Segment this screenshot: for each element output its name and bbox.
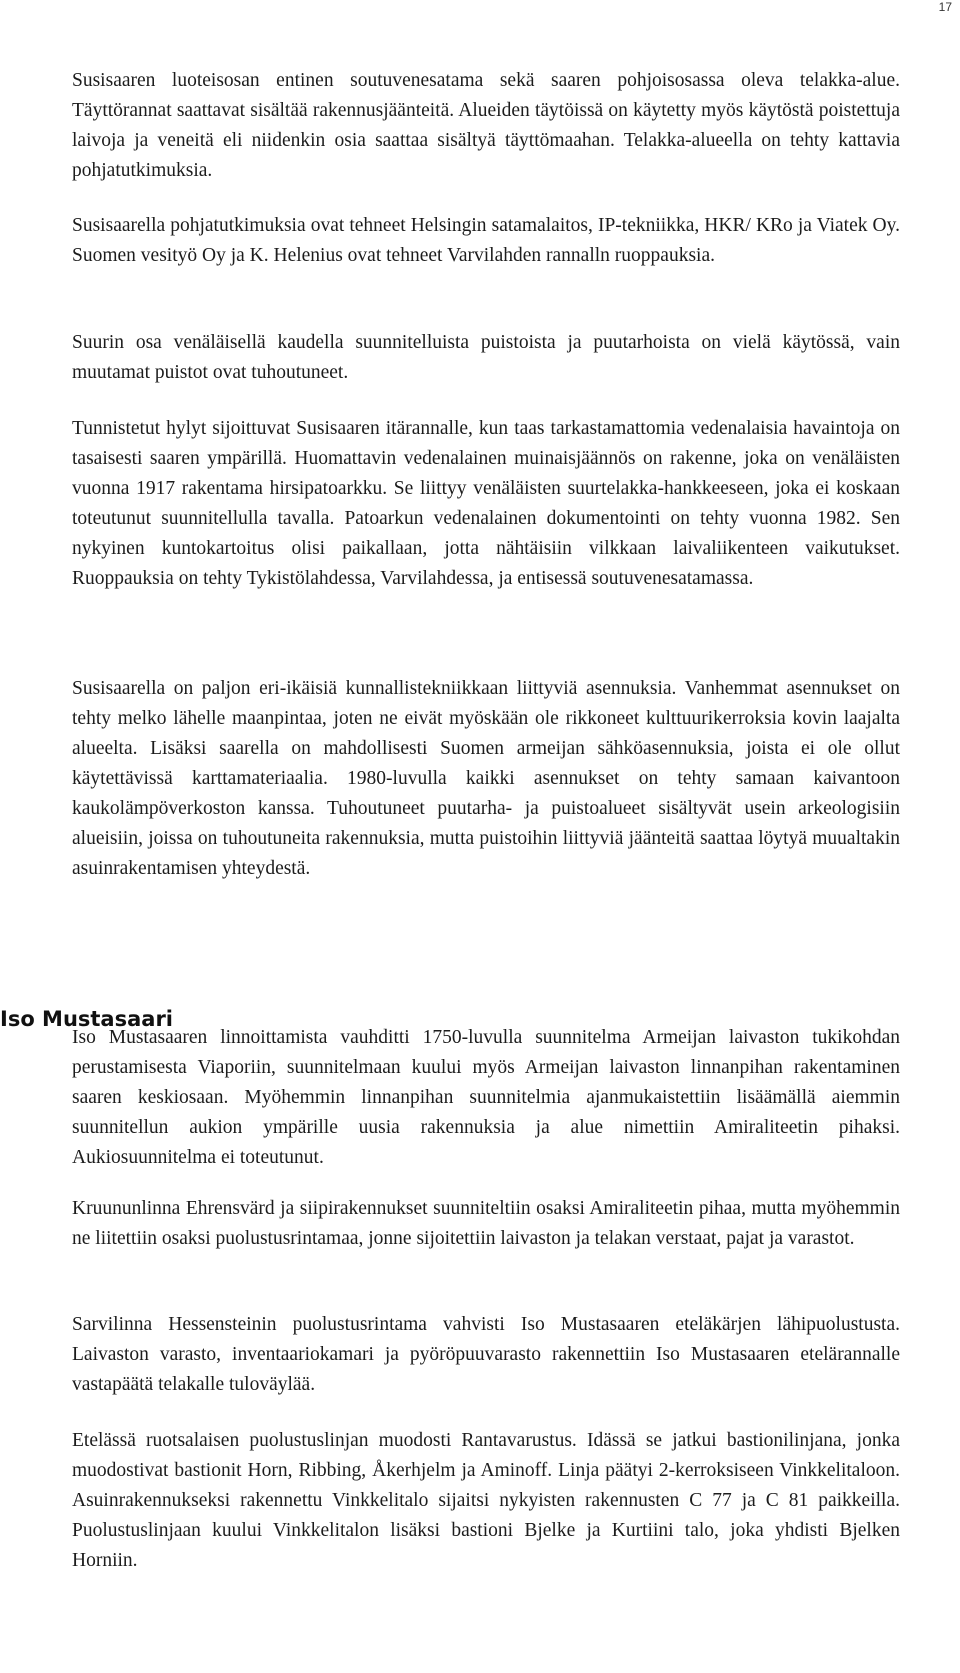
- paragraph-linnoittaminen: Iso Mustasaaren linnoittamista vauhditti 1750-luvulla suunnitelma Armeijan laivaston tukikohdan perustamisesta Viaporiin, suunnitelmaan kuului myös Armeijan laivaston linnanpihan rakentaminen saaren keskiosaan. Myöhemmin linnanpihan suunnitelmia ajanmukaistettiin lisäämällä aiemmin suunnitellun aukion ympärille uusia rakennuksia ja alue nimettiin Amiraliteetin pihaksi. Aukiosuunnitelma ei toteutunut.: [72, 1027, 900, 1168]
- paragraph-telakka-alue: Susisaaren luoteisosan entinen soutuvenesatama sekä saaren pohjoisosassa oleva telakka-alue. Täyttörannat saattavat sisältää rakennusjäänteitä. Alueiden täytöissä on käytetty myös käytöstä poistettuja laivoja ja veneitä eli niidenkin osia saattaa sisältyä täyttömaahan. Telakka-alueella on tehty kattavia pohjatutkimuksia.: [72, 70, 900, 181]
- paragraph-pohjatutkimukset: Susisaarella pohjatutkimuksia ovat tehneet Helsingin satamalaitos, IP-tekniikka, HKR/ KRo ja Viatek Oy. Suomen vesityö Oy ja K. Helenius ovat tehneet Varvilahden rannalln ruoppauksia.: [72, 215, 900, 266]
- paragraph-kruununlinna: Kruununlinna Ehrensvärd ja siipirakennukset suunniteltiin osaksi Amiraliteetin pihaa, mutta myöhemmin ne liitettiin osaksi puolustusrintamaa, jonne sijoitettiin laivaston ja telakan verstaat, pajat ja varastot.: [72, 1198, 900, 1249]
- paragraph-puistot: Suurin osa venäläisellä kaudella suunnitelluista puistoista ja puutarhoista on vielä käytössä, vain muutamat puistot ovat tuhoutuneet.: [72, 332, 900, 383]
- paragraph-rantavarustus: Etelässä ruotsalaisen puolustuslinjan muodosti Rantavarustus. Idässä se jatkui bastionilinjana, jonka muodostivat bastionit Horn, Ribbing, Åkerhjelm ja Aminoff. Linja päätyi 2-kerroksiseen Vinkkelitaloon. Asuinrakennukseksi rakennettu Vinkkelitalo sijaitsi nykyisten rakennusten C 77 ja C 81 paikkeilla. Puolustuslinjaan kuului Vinkkelitalon lisäksi bastioni Bjelke ja Kurtiini talo, joka yhdisti Bjelken Horniin.: [72, 1430, 900, 1571]
- paragraph-sarvilinna: Sarvilinna Hessensteinin puolustusrintama vahvisti Iso Mustasaaren eteläkärjen lähipuolustusta. Laivaston varasto, inventaariokamari ja pyöröpuuvarasto rakennettiin Iso Mustasaaren etelärannalle vastapäätä telakalle tuloväylää.: [72, 1314, 900, 1395]
- paragraph-hylyt: Tunnistetut hylyt sijoittuvat Susisaaren itärannalle, kun taas tarkastamattomia vedenalaisia havaintoja on tasaisesti saaren ympärillä. Huomattavin vedenalainen muinaisjäännös on rakenne, joka on venäläisten vuonna 1917 rakentama hirsipatoarkku. Se liittyy venäläisten suurtelakka-hankkeeseen, joka ei koskaan toteutunut suunnitellulla tavalla. Patoarkun vedenalainen dokumentointi on tehty vuonna 1982. Sen nykyinen kuntokartoitus olisi paikallaan, jotta nähtäisiin vilkkaan laivaliikenteen vaikutukset. Ruoppauksia on tehty Tykistölahdessa, Varvilahdessa, ja entisessä soutuvenesatamassa.: [72, 418, 900, 589]
- paragraph-kunnallistekniikka: Susisaarella on paljon eri-ikäisiä kunnallistekniikkaan liittyviä asennuksia. Vanhemmat asennukset on tehty melko lähelle maanpintaa, joten ne eivät myöskään ole rikkoneet kulttuurikerroksia kovin laajalta alueelta. Lisäksi saarella on mahdollisesti Suomen armeijan sähköasennuksia, joista ei ole ollut käytettävissä karttamateriaalia. 1980-luvulla kaikki asennukset on tehty samaan kaivantoon kaukolämpöverkoston kanssa. Tuhoutuneet puutarha- ja puistoalueet sisältyvät usein arkeologisiin alueisiin, joissa on tuhoutuneita rakennuksia, mutta puistoihin liittyviä jäänteitä saattaa löytyä muualtakin asuinrakentamisen yhteydestä.: [72, 678, 900, 879]
- section-heading: Iso Mustasaari: [0, 1007, 174, 1031]
- page-number: 17: [938, 0, 952, 14]
